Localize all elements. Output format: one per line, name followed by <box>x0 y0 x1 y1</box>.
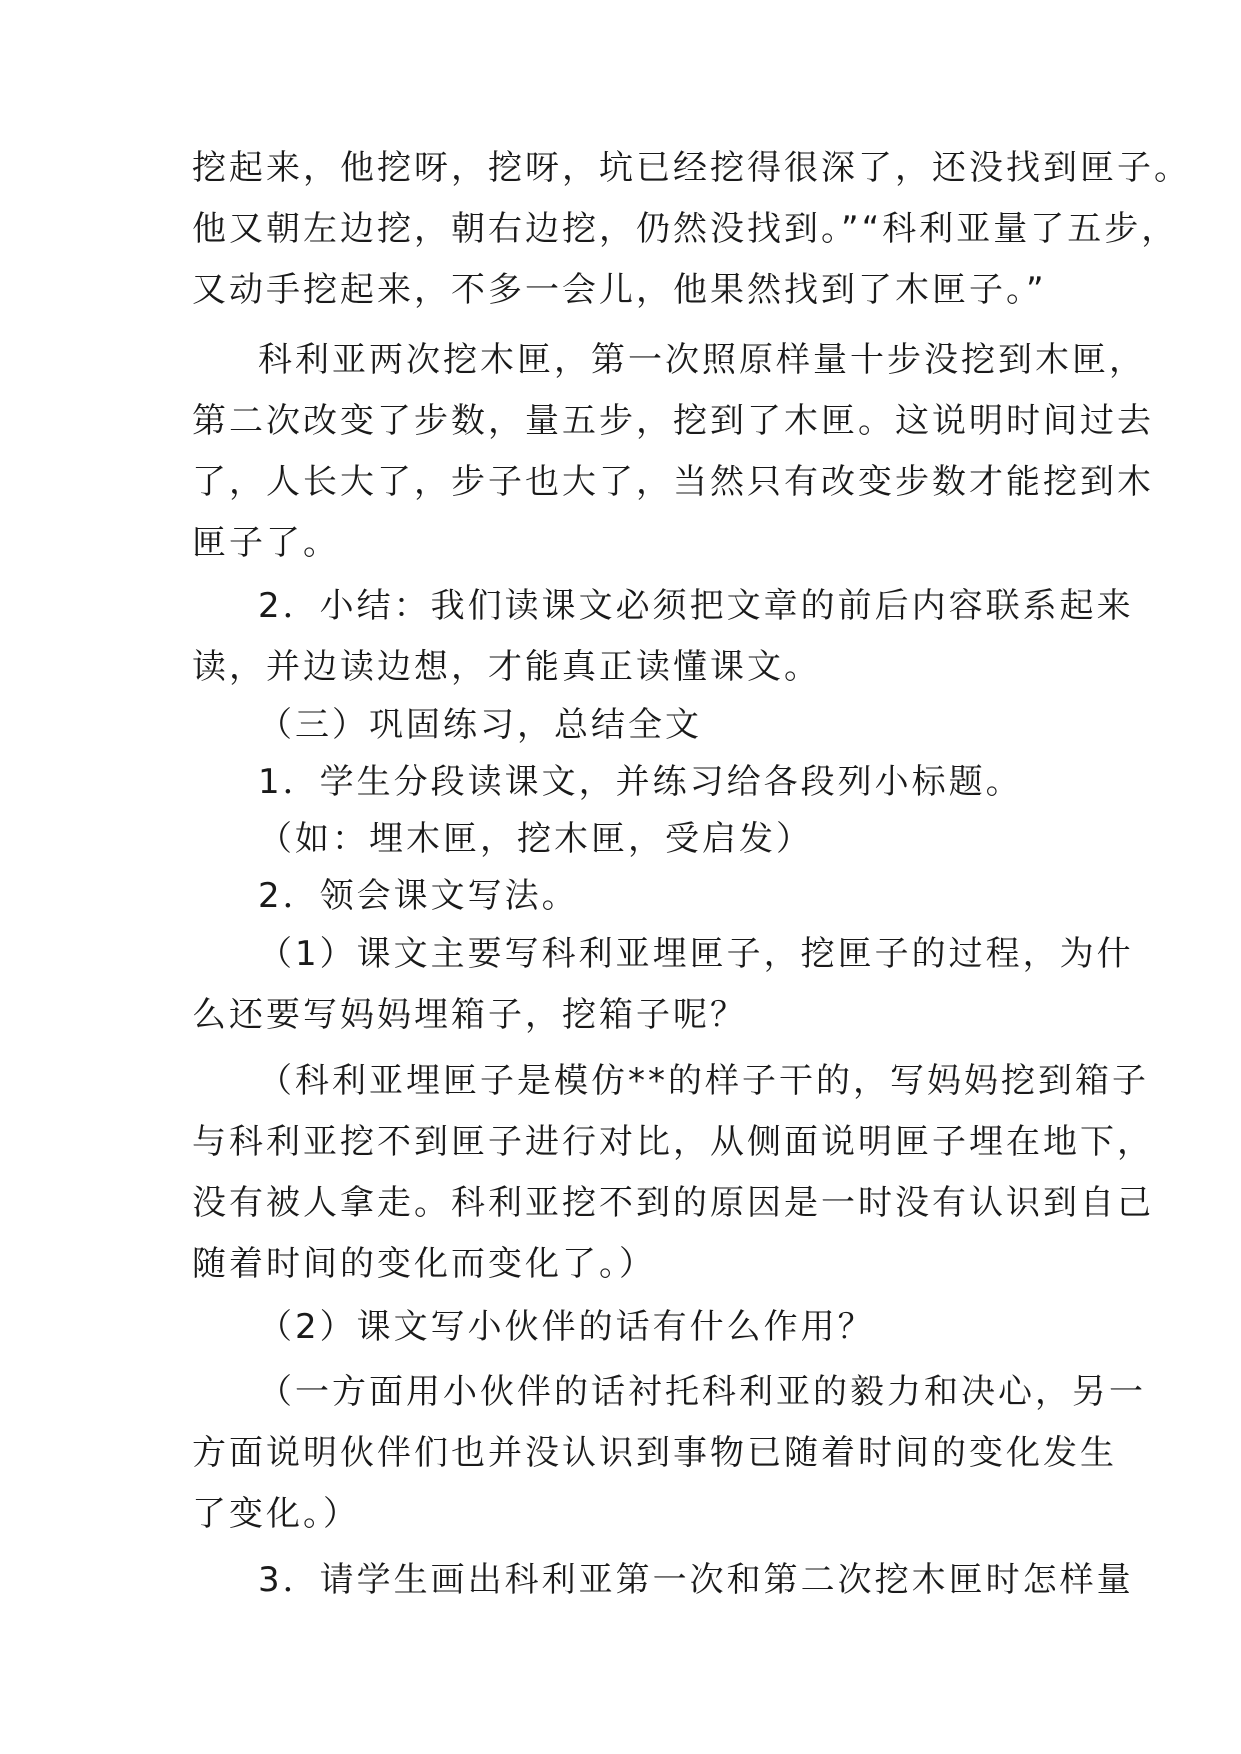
text-line: 与科利亚挖不到匣子进行对比，从侧面说明匣子埋在地下， <box>192 1122 1154 1162</box>
text-line: 2．领会课文写法。 <box>258 876 579 916</box>
text-line: 随着时间的变化而变化了。） <box>192 1244 656 1284</box>
text-line: 他又朝左边挖，朝右边挖，仍然没找到。”“科利亚量了五步， <box>192 209 1179 249</box>
text-line: （1）课文主要写科利亚埋匣子，挖匣子的过程，为什 <box>258 934 1134 974</box>
text-line: （一方面用小伙伴的话衬托科利亚的毅力和决心，另一 <box>258 1372 1146 1412</box>
text-line: 挖起来，他挖呀，挖呀，坑已经挖得很深了，还没找到匣子。 <box>192 148 1191 188</box>
text-line: 方面说明伙伴们也并没认识到事物已随着时间的变化发生 <box>192 1433 1117 1473</box>
text-line: 3．请学生画出科利亚第一次和第二次挖木匣时怎样量 <box>258 1560 1134 1600</box>
text-line: 没有被人拿走。科利亚挖不到的原因是一时没有认识到自己 <box>192 1183 1154 1223</box>
text-line: 第二次改变了步数，量五步，挖到了木匣。这说明时间过去 <box>192 401 1154 441</box>
text-line: 了变化。） <box>192 1494 360 1534</box>
text-line: 么还要写妈妈埋箱子，挖箱子呢？ <box>192 995 747 1035</box>
text-line: 又动手挖起来，不多一会儿，他果然找到了木匣子。” <box>192 270 1047 310</box>
text-line: 2．小结：我们读课文必须把文章的前后内容联系起来 <box>258 586 1134 626</box>
text-line: 科利亚两次挖木匣，第一次照原样量十步没挖到木匣， <box>258 340 1146 380</box>
text-line: （科利亚埋匣子是模仿**的样子干的，写妈妈挖到箱子 <box>258 1061 1149 1101</box>
text-line: 1．学生分段读课文，并练习给各段列小标题。 <box>258 762 1023 802</box>
text-line: 了，人长大了，步子也大了，当然只有改变步数才能挖到木 <box>192 462 1154 502</box>
text-line: （2）课文写小伙伴的话有什么作用？ <box>258 1307 875 1347</box>
text-line: （如：埋木匣，挖木匣，受启发） <box>258 819 813 859</box>
text-line: 匣子了。 <box>192 523 340 563</box>
section-heading: （三）巩固练习，总结全文 <box>258 705 702 745</box>
text-line: 读，并边读边想，才能真正读懂课文。 <box>192 647 821 687</box>
